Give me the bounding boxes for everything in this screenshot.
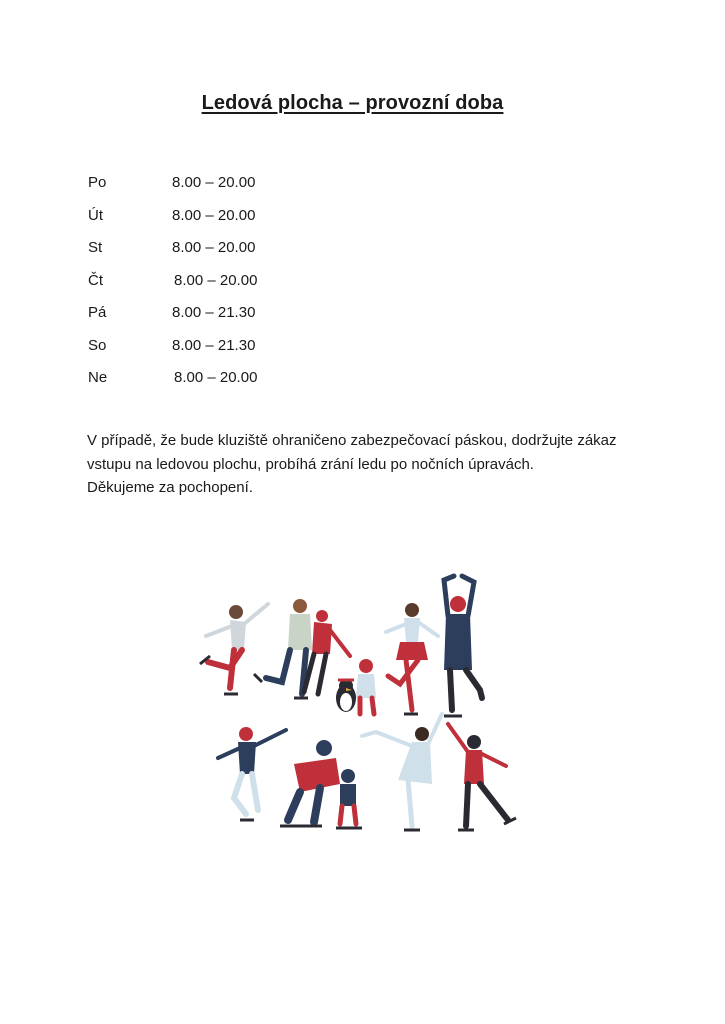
day-label: Út (88, 206, 103, 224)
day-label: Ne (88, 369, 108, 386)
day-label: Čt (88, 271, 103, 289)
skater-figure (280, 740, 340, 826)
thanks-line: Děkujeme za pochopení. (87, 479, 253, 496)
skater-figure (444, 576, 482, 716)
skater-figure (386, 603, 438, 714)
opening-hours-schedule (88, 174, 388, 402)
skater-figure (362, 714, 442, 830)
skater-figure (448, 724, 516, 830)
day-label: St (88, 239, 103, 256)
skater-figure (218, 727, 286, 820)
schedule-row-thursday (88, 272, 388, 305)
schedule-row-friday (88, 304, 388, 337)
notice-line: vstupu na ledovou plochu, probíhá zrání ledu po nočních úpravách. (87, 455, 534, 473)
schedule-row-tuesday (88, 207, 388, 240)
hours-value: 8.00 – 20.00 (172, 174, 256, 191)
day-label: So (88, 336, 107, 354)
skater-figure (356, 659, 376, 714)
hours-value: 8.00 – 20.00 (172, 206, 256, 224)
schedule-row-saturday (88, 337, 388, 370)
hours-value: 8.00 – 20.00 (174, 369, 258, 386)
page-title: Ledová plocha – provozní doba (201, 92, 504, 114)
notice-paragraph (87, 429, 647, 500)
skater-figure (254, 599, 312, 698)
notice-line: V případě, že bude kluziště ohraničeno zabezpečovací páskou, dodržujte zákaz (87, 432, 617, 449)
schedule-row-sunday (88, 369, 388, 402)
skater-figure (200, 604, 268, 694)
schedule-row-wednesday (88, 239, 388, 272)
hours-value: 8.00 – 20.00 (174, 271, 258, 289)
skater-figure (336, 769, 362, 828)
day-label: Pá (88, 304, 107, 321)
hours-value: 8.00 – 20.00 (172, 239, 256, 256)
day-label: Po (88, 174, 107, 191)
ice-skaters-illustration (190, 570, 520, 845)
schedule-row-monday (88, 174, 388, 207)
hours-value: 8.00 – 21.30 (172, 336, 256, 354)
hours-value: 8.00 – 21.30 (172, 304, 256, 321)
penguin-figure (336, 679, 356, 712)
